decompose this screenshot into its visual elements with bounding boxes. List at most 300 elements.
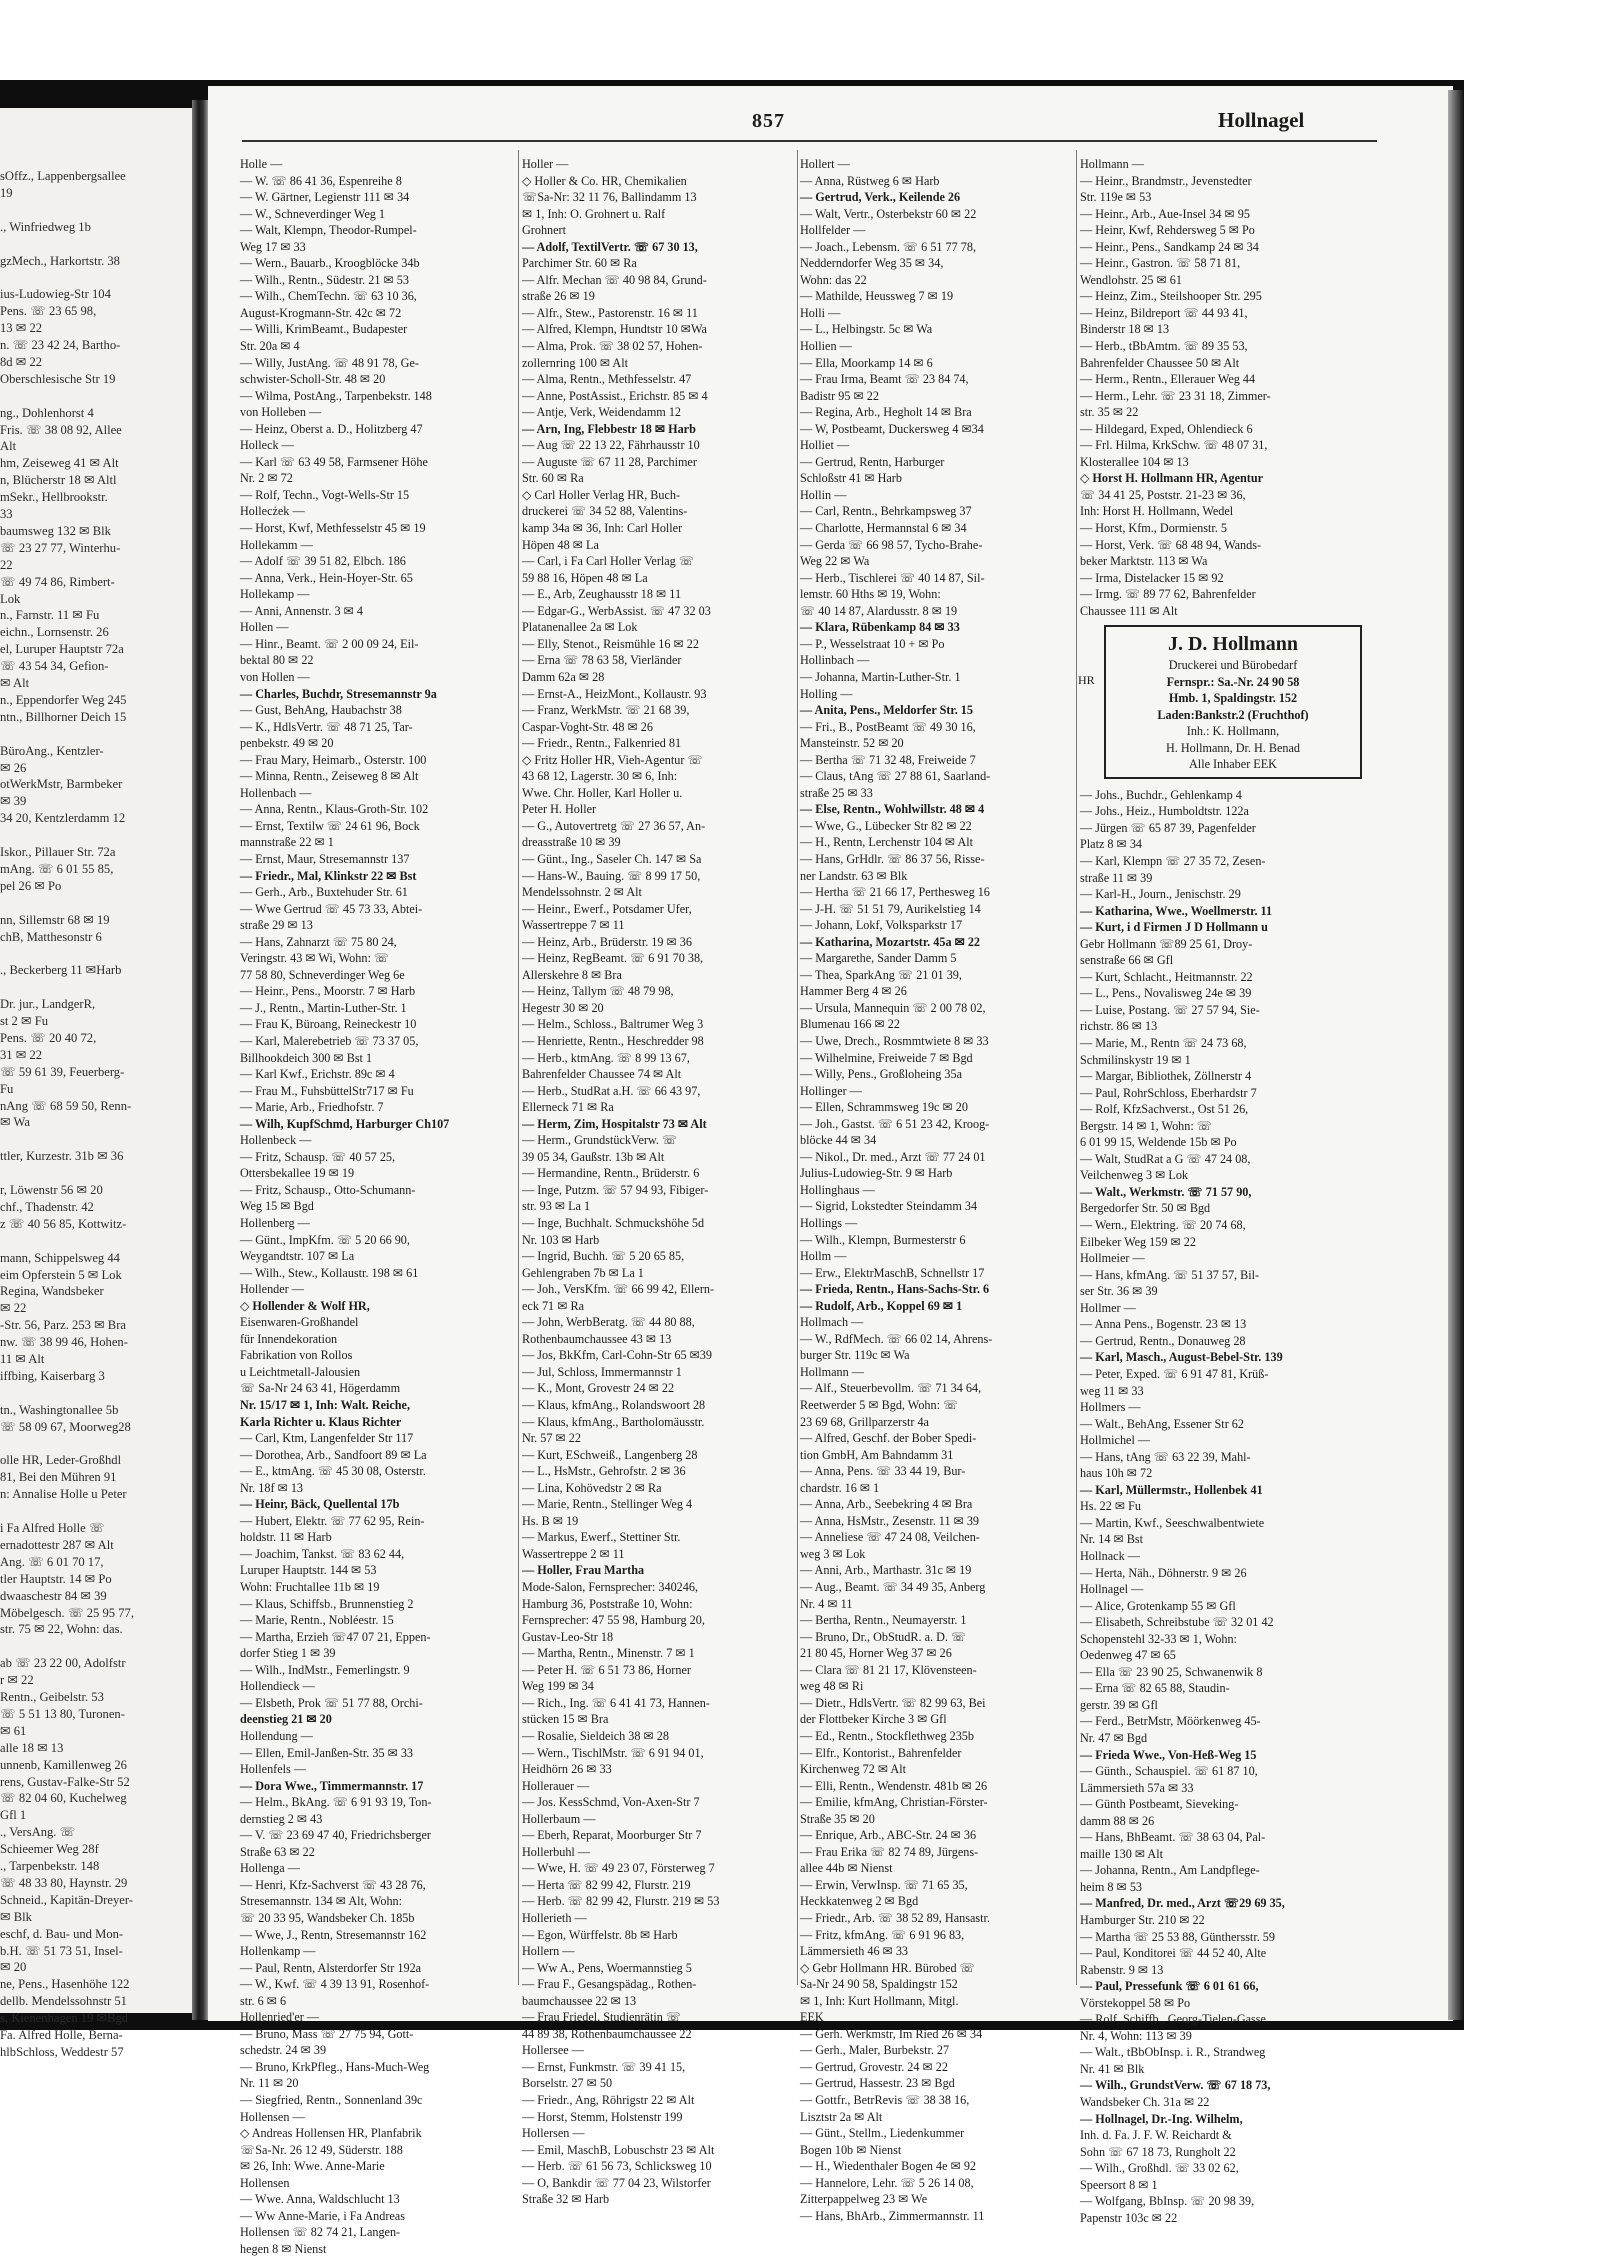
left-page-line: alle 18 ✉ 13 xyxy=(0,1740,64,1755)
left-page-line: ernadottestr 287 ✉ Alt xyxy=(0,1537,114,1552)
directory-entry-line: 21 80 45, Horner Weg 37 ✉ 26 xyxy=(800,1646,952,1661)
directory-entry-line: — Frau K, Büroang, Reineckestr 10 xyxy=(240,1017,417,1032)
directory-entry-line: — Frau Mary, Heimarb., Osterstr. 100 xyxy=(240,752,427,767)
directory-entry-line: — Sigrid, Lokstedter Steindamm 34 xyxy=(800,1199,978,1214)
directory-entry-line: — Katharina, Wwe., Woellmerstr. 11 xyxy=(1080,903,1273,918)
left-page-line xyxy=(0,726,188,743)
directory-entry-line: — Herm., GrundstückVerw. ☏ xyxy=(522,1133,678,1148)
left-page-line: ng., Dohlenhorst 4 xyxy=(0,405,94,420)
directory-entry-line: — Alma, Rentn., Methfesselstr. 47 xyxy=(522,372,692,387)
directory-entry-line: Hollenberg — xyxy=(240,1216,310,1230)
directory-entry-line: dernstieg 2 ✉ 43 xyxy=(240,1811,323,1826)
directory-entry-line: ✉ 1, Inh: O. Grohnert u. Ralf xyxy=(522,206,666,221)
directory-entry-line: — Helm., Schloss., Baltrumer Weg 3 xyxy=(522,1017,704,1032)
directory-entry-line: — Alfr., Stew., Pastorenstr. 16 ✉ 11 xyxy=(522,305,698,320)
ad-side-label: HR xyxy=(1078,673,1095,687)
directory-entry-line: — Wilh., IndMstr., Femerlingstr. 9 xyxy=(240,1662,410,1677)
directory-entry-line: Weg 17 ✉ 33 xyxy=(240,239,306,254)
directory-entry-line: eck 71 ✉ Ra xyxy=(522,1298,584,1313)
directory-entry-line: Hollensen ☏ 82 74 21, Langen- xyxy=(240,2225,401,2240)
ad-line: Druckerei und Bürobedarf xyxy=(1168,658,1298,673)
directory-entry-line: — Heinz, Oberst a. D., Holitzberg 47 xyxy=(240,421,423,436)
directory-entry-line: — Herb., Tischlerei ☏ 40 14 87, Sil- xyxy=(800,570,985,585)
directory-entry-line: — Karl-H., Journ., Jenischstr. 29 xyxy=(1080,887,1241,902)
directory-entry-line: — V. ☏ 23 69 47 40, Friedrichsberger xyxy=(240,1828,431,1843)
directory-entry-line: straße 29 ✉ 13 xyxy=(240,918,313,933)
directory-entry-line: — K., Mont, Grovestr 24 ✉ 22 xyxy=(522,1381,675,1396)
left-page-line: ☏ 82 04 60, Kuchelweg xyxy=(0,1791,127,1806)
left-page-line: ne, Pens., Hasenhöhe 122 xyxy=(0,1977,130,1992)
directory-entry-line: Bahrenfelder Chaussee 74 ✉ Alt xyxy=(522,1067,682,1082)
ad-line: Alle Inhaber EEK xyxy=(1189,757,1277,772)
directory-entry-line: — Frieda, Rentn., Hans-Sachs-Str. 6 xyxy=(800,1282,990,1297)
directory-entry-line: — Wilh., ChemTechn. ☏ 63 10 36, xyxy=(240,289,417,304)
directory-entry-line: — Günt., ImpKfm. ☏ 5 20 66 90, xyxy=(240,1232,410,1247)
header-rule xyxy=(242,140,1377,142)
directory-entry-line: — Alf., Steuerbevollm. ☏ 71 34 64, xyxy=(800,1381,982,1396)
directory-entry-line: ner Landstr. 63 ✉ Blk xyxy=(800,868,908,883)
directory-entry-line: — Markus, Ewerf., Stettiner Str. xyxy=(522,1530,681,1545)
left-page-line: ., Tarpenbekstr. 148 xyxy=(0,1859,100,1873)
directory-entry-line: Hollmichel — xyxy=(1080,1433,1151,1448)
left-page-line: Pens. ☏ 20 40 72, xyxy=(0,1030,97,1045)
directory-entry-line: Schloßstr 41 ✉ Harb xyxy=(800,471,902,486)
left-page-line: hlbSchloss, Weddestr 57 xyxy=(0,2044,124,2059)
left-page-line: ✉ 39 xyxy=(0,794,27,809)
directory-entry-line: — Erw., ElektrMaschB, Schnellstr 17 xyxy=(800,1265,985,1280)
directory-entry-line: Hollern — xyxy=(522,1944,575,1959)
left-page-line: ., Winfriedweg 1b xyxy=(0,219,91,234)
directory-entry-line: der Flottbeker Kirche 3 ✉ Gfl xyxy=(800,1712,947,1727)
directory-entry-line: — Anni, Arb., Marthastr. 31c ✉ 19 xyxy=(800,1563,972,1578)
directory-entry-line: — Fri., B., PostBeamt ☏ 49 30 16, xyxy=(800,719,976,734)
directory-entry-line: — Friedr., Rentn., Falkenried 81 xyxy=(522,736,682,751)
left-page-line: str. 75 ✉ 22, Wohn: das. xyxy=(0,1622,123,1637)
left-page-line: ☏ 48 33 80, Haynstr. 29 xyxy=(0,1875,128,1890)
directory-entry-line: — Günth., Schauspiel. ☏ 61 87 10, xyxy=(1080,1764,1258,1779)
directory-entry-line: Sa-Nr 24 90 58, Spaldingstr 152 xyxy=(800,1977,958,1992)
directory-entry-line: — Gertrud, Rentn, Harburger xyxy=(800,454,945,469)
directory-entry-line: — Heinr., Arb., Aue-Insel 34 ✉ 95 xyxy=(1080,206,1250,221)
directory-entry-line: — Margarethe, Sander Damm 5 xyxy=(800,951,957,966)
left-page-line: ☏ 23 27 77, Winterhu- xyxy=(0,540,121,555)
directory-entry-line: Hollerbuhl — xyxy=(522,1844,591,1859)
directory-entry-line: — Irma, Distelacker 15 ✉ 92 xyxy=(1080,570,1224,585)
directory-entry-line: — Klaus, kfmAng., Rolandswoort 28 xyxy=(522,1398,706,1413)
directory-entry-line: — Ella, Moorkamp 14 ✉ 6 xyxy=(800,355,933,370)
directory-entry-line: weg 11 ✉ 33 xyxy=(1080,1383,1144,1398)
directory-entry-line: — Elly, Stenot., Reismühle 16 ✉ 22 xyxy=(522,636,699,651)
directory-entry-line: Bergedorfer Str. 50 ✉ Bgd xyxy=(1080,1201,1211,1216)
directory-entry-line: Bergstr. 14 ✉ 1, Wohn: ☏ xyxy=(1080,1118,1213,1133)
directory-entry-line: — Carl, i Fa Carl Holler Verlag ☏ xyxy=(522,554,695,569)
directory-entry-line: Parchimer Str. 60 ✉ Ra xyxy=(522,256,637,271)
directory-entry-line: — Herb. ☏ 82 99 42, Flurstr. 219 ✉ 53 xyxy=(522,1894,720,1909)
directory-entry-line: — Ww A., Pens, Woermannstieg 5 xyxy=(522,1960,692,1975)
directory-entry-line: — Horst, Kwf, Methfesselstr 45 ✉ 19 xyxy=(240,521,426,536)
directory-entry-line: Nr. 14 ✉ Bst xyxy=(1080,1532,1144,1547)
directory-entry-line: — Johs., Heiz., Humboldtstr. 122a xyxy=(1080,804,1249,819)
directory-entry-line: Hollin — xyxy=(800,487,847,502)
directory-entry-line: Wassertreppe 2 ✉ 11 xyxy=(522,1546,625,1561)
left-page-line: chB, Matthesonstr 6 xyxy=(0,929,102,944)
left-page-line: b.H. ☏ 51 73 51, Insel- xyxy=(0,1943,123,1958)
directory-entry-line: ◇ Fritz Holler HR, Vieh-Agentur ☏ xyxy=(522,752,703,767)
directory-entry-line: — J., Rentn., Martin-Luther-Str. 1 xyxy=(240,1000,407,1015)
directory-entry-line: — Ernst, Funkmstr. ☏ 39 41 15, xyxy=(522,2059,686,2074)
directory-entry-line: Hollmer — xyxy=(1080,1300,1136,1315)
directory-entry-line: Hollmach — xyxy=(800,1315,864,1330)
left-page-line: st 2 ✉ Fu xyxy=(0,1014,48,1028)
directory-entry-line: 77 58 80, Schneverdinger Weg 6e xyxy=(240,967,405,982)
left-page-line: 11 ✉ Alt xyxy=(0,1352,45,1366)
column-divider xyxy=(518,150,519,1985)
directory-entry-line: — Ursula, Mannequin ☏ 2 00 78 02, xyxy=(800,1000,986,1015)
left-page-line: Schneid., Kapitän-Dreyer- xyxy=(0,1892,133,1907)
directory-entry-line: schwister-Scholl-Str. 48 ✉ 20 xyxy=(240,372,386,387)
directory-entry-line: — Karl, Müllermstr., Hollenbek 41 xyxy=(1080,1482,1263,1497)
directory-entry-line: maille 130 ✉ Alt xyxy=(1080,1846,1163,1861)
directory-entry-line: — Walt, Klempn, Theodor-Rumpel- xyxy=(240,223,417,238)
directory-entry-line: hegen 8 ✉ Nienst xyxy=(240,2241,327,2256)
directory-entry-line: — Ellen, Schrammsweg 19c ✉ 20 xyxy=(800,1100,968,1115)
left-page-line: mAng. ☏ 6 01 55 85, xyxy=(0,861,114,876)
directory-entry-line: — Willy, Pens., Großloheing 35a xyxy=(800,1067,962,1082)
directory-entry-line: — Anna, Pens. ☏ 33 44 19, Bur- xyxy=(800,1464,966,1479)
directory-entry-line: Höpen 48 ✉ La xyxy=(522,537,599,552)
directory-entry-line: Hollings — xyxy=(800,1216,858,1230)
directory-entry-line: blöcke 44 ✉ 34 xyxy=(800,1133,877,1148)
directory-entry-line: Schopenstehl 32-33 ✉ 1, Wohn: xyxy=(1080,1631,1237,1646)
left-page-line: Lok xyxy=(0,591,21,606)
directory-entry-line: ✉ 26, Inh: Wwe. Anne-Marie xyxy=(240,2159,385,2174)
directory-entry-line: — Carl, Ktm, Langenfelder Str 117 xyxy=(240,1431,414,1446)
directory-entry-line: burger Str. 119c ✉ Wa xyxy=(800,1348,910,1363)
directory-entry-line: — Herb., ktmAng. ☏ 8 99 13 67, xyxy=(522,1050,690,1065)
left-page-line: tn., Washingtonallee 5b xyxy=(0,1402,119,1417)
directory-entry-line: — Johanna, Rentn., Am Landpflege- xyxy=(1080,1863,1260,1878)
left-page-line: n., Eppendorfer Weg 245 xyxy=(0,692,127,707)
directory-entry-line: — Alfred, Klempn, Hundtstr 10 ✉Wa xyxy=(522,322,707,337)
advertisement-box xyxy=(1104,625,1362,779)
left-page-line: Ang. ☏ 6 01 70 17, xyxy=(0,1554,104,1569)
directory-entry-line: — Wwe Gertrud ☏ 45 73 33, Abtei- xyxy=(240,901,423,916)
directory-entry-line: — Henri, Kfz-Sachverst ☏ 43 28 76, xyxy=(240,1877,426,1892)
directory-entry-line: — Willy, JustAng. ☏ 48 91 78, Ge- xyxy=(240,355,419,370)
directory-entry-line: — Horst, Stemm, Holstenstr 199 xyxy=(522,2109,683,2124)
directory-entry-line: — Kurt, ESchweiß., Langenberg 28 xyxy=(522,1447,698,1462)
directory-entry-line: — Wilh., Großhdl. ☏ 33 02 62, xyxy=(1080,2161,1239,2176)
directory-entry-line: — Joach., Lebensm. ☏ 6 51 77 78, xyxy=(800,239,977,254)
left-page-line: n, Blücherstr 18 ✉ Altl xyxy=(0,473,117,488)
directory-entry-line: Zitterpappelweg 23 ✉ We xyxy=(800,2192,928,2207)
directory-entry-line: — Elfr., Kontorist., Bahrenfelder xyxy=(800,1745,962,1760)
directory-entry-line: — Arn, Ing, Flebbestr 18 ✉ Harb xyxy=(522,421,696,436)
directory-entry-line: str. 35 ✉ 22 xyxy=(1080,405,1139,420)
directory-entry-line: Hollerauer — xyxy=(522,1778,590,1793)
directory-entry-line: — Aug., Beamt. ☏ 34 49 35, Anberg xyxy=(800,1580,986,1595)
directory-entry-line: Holle — xyxy=(240,157,283,171)
directory-entry-line: — Günt., Ing., Saseler Ch. 147 ✉ Sa xyxy=(522,851,702,866)
left-page-line: s, Kienenhagen 19 ✉Bgd xyxy=(0,2011,129,2026)
directory-entry-line: — Wern., Elektring. ☏ 20 74 68, xyxy=(1080,1218,1246,1233)
directory-entry-line: kamp 34a ✉ 36, Inh: Carl Holler xyxy=(522,521,683,536)
directory-entry-line: — Manfred, Dr. med., Arzt ☏29 69 35, xyxy=(1080,1896,1285,1911)
directory-entry-line: Hollien — xyxy=(800,339,852,354)
directory-entry-line: ◇ Holler & Co. HR, Chemikalien xyxy=(522,173,687,188)
left-page-line: BüroAng., Kentzler- xyxy=(0,743,104,758)
left-page-line xyxy=(0,1165,188,1182)
directory-column-1 xyxy=(240,156,515,2256)
left-page-line: tler Hauptstr. 14 ✉ Po xyxy=(0,1571,112,1586)
directory-entry-line: — E., Arb, Zeughausstr 18 ✉ 11 xyxy=(522,587,682,602)
directory-entry-line: — W., Kwf. ☏ 4 39 13 91, Rosenhof- xyxy=(240,1977,430,1992)
directory-entry-line: Hollinger — xyxy=(800,1083,862,1098)
directory-entry-line: — Gertrud, Hassestr. 23 ✉ Bgd xyxy=(800,2076,955,2091)
left-page-line: Dr. jur., LandgerR, xyxy=(0,997,96,1012)
left-page-fragment xyxy=(0,108,192,2059)
left-page-line xyxy=(0,827,188,844)
left-page-line: ., Beckerberg 11 ✉Harb xyxy=(0,963,122,978)
directory-entry-line: — Herb., tBbAmtm. ☏ 89 35 53, xyxy=(1080,339,1248,354)
left-page-line: Schieemer Weg 28f xyxy=(0,1842,99,1857)
directory-entry-line: — Marie, M., Rentn ☏ 24 73 68, xyxy=(1080,1036,1247,1051)
directory-entry-line: von Hollen — xyxy=(240,669,310,684)
left-page-line: ab ☏ 23 22 00, Adolfstr xyxy=(0,1656,126,1671)
directory-entry-line: — Walt., tBbObInsp. i. R., Strandweg xyxy=(1080,2045,1266,2060)
directory-entry-line: schedstr. 24 ✉ 39 xyxy=(240,2043,327,2058)
directory-entry-line: — Klaus, Schiffsb., Brunnenstieg 2 xyxy=(240,1596,414,1611)
directory-entry-line: — Horst, Verk. ☏ 68 48 94, Wands- xyxy=(1080,537,1262,552)
left-page-line: Oberschlesische Str 19 xyxy=(0,371,116,386)
left-page-line: 34 20, Kentzlerdamm 12 xyxy=(0,811,126,826)
directory-entry-line: — Fritz, kfmAng. ☏ 6 91 96 83, xyxy=(800,1927,965,1942)
directory-entry-line: ◇ Carl Holler Verlag HR, Buch- xyxy=(522,487,681,502)
directory-entry-line: — Gertrud, Verk., Keilende 26 xyxy=(800,190,961,205)
directory-entry-line: penbekstr. 49 ✉ 20 xyxy=(240,736,334,751)
directory-entry-line: — Rich., Ing. ☏ 6 41 41 73, Hannen- xyxy=(522,1695,710,1710)
directory-entry-line: — Friedr., Mal, Klinkstr 22 ✉ Bst xyxy=(240,868,417,883)
directory-entry-line: — Rolf, Techn., Vogt-Wells-Str 15 xyxy=(240,487,410,502)
left-page-line: nw. ☏ 38 99 46, Hohen- xyxy=(0,1335,128,1350)
directory-entry-line: Chaussee 111 ✉ Alt xyxy=(1080,603,1178,618)
left-page-line: ☏ 49 74 86, Rimbert- xyxy=(0,574,115,589)
directory-entry-line: — Ernst, Maur, Stresemannstr 137 xyxy=(240,851,410,866)
directory-entry-line: — Peter H. ☏ 6 51 73 86, Horner xyxy=(522,1662,691,1677)
directory-entry-line: — W. ☏ 86 41 36, Espenreihe 8 xyxy=(240,173,402,188)
directory-entry-line: Nr. 57 ✉ 22 xyxy=(522,1431,581,1446)
directory-entry-line: — Karl ☏ 63 49 58, Farmsener Höhe xyxy=(240,454,428,469)
left-page-line: ☏ 59 61 39, Feuerberg- xyxy=(0,1064,125,1079)
directory-entry-line: Gebr Hollmann ☏89 25 61, Droy- xyxy=(1080,936,1253,951)
directory-entry-line: — Hannelore, Lehr. ☏ 5 26 14 08, xyxy=(800,2175,974,2190)
directory-entry-line: — Martha, Rentn., Minenstr. 7 ✉ 1 xyxy=(522,1646,695,1661)
left-page-line: ttler, Kurzestr. 31b ✉ 36 xyxy=(0,1149,124,1164)
directory-entry-line: str. 93 ✉ La 1 xyxy=(522,1199,591,1214)
left-page-line: eichn., Lornsenstr. 26 xyxy=(0,625,109,640)
directory-entry-line: Ottersbekallee 19 ✉ 19 xyxy=(240,1166,355,1181)
directory-entry-line: 6 01 99 15, Weldende 15b ✉ Po xyxy=(1080,1135,1237,1150)
directory-entry-line: — Herm., Rentn., Ellerauer Weg 44 xyxy=(1080,372,1256,387)
left-page-line: nAng ☏ 68 59 50, Renn- xyxy=(0,1098,132,1113)
directory-entry-line: Platanenallee 2a ✉ Lok xyxy=(522,620,638,635)
directory-entry-line: Hamburg 36, Poststraße 10, Wohn: xyxy=(522,1596,693,1611)
directory-entry-line: — Adolf ☏ 39 51 82, Elbch. 186 xyxy=(240,554,406,569)
left-page-line: eim Opferstein 5 ✉ Lok xyxy=(0,1267,122,1282)
directory-entry-line: Straße 32 ✉ Harb xyxy=(522,2192,610,2207)
directory-entry-line: — Karl, Malerebetrieb ☏ 73 37 05, xyxy=(240,1033,419,1048)
directory-entry-line: Reetwerder 5 ✉ Bgd, Wohn: ☏ xyxy=(800,1398,959,1413)
directory-entry-line: Hamburger Str. 210 ✉ 22 xyxy=(1080,1913,1205,1927)
directory-entry-line: — Walt., BehAng, Essener Str 62 xyxy=(1080,1416,1244,1431)
directory-entry-line: — W., RdfMech. ☏ 66 02 14, Ahrens- xyxy=(800,1331,993,1346)
directory-entry-line: — Elisabeth, Schreibstube ☏ 32 01 42 xyxy=(1080,1615,1274,1630)
directory-entry-line: Caspar-Voght-Str. 48 ✉ 26 xyxy=(522,719,653,734)
directory-entry-line: — Herta ☏ 82 99 42, Flurstr. 219 xyxy=(522,1877,691,1892)
directory-entry-line: dreasstraße 10 ✉ 39 xyxy=(522,835,621,850)
directory-entry-line: von Holleben — xyxy=(240,405,322,420)
ad-title: J. D. Hollmann xyxy=(1167,633,1299,656)
directory-entry-line: Hollekamm — xyxy=(240,537,313,552)
left-page-line: ✉ Alt xyxy=(0,676,30,690)
left-page-line: 31 ✉ 22 xyxy=(0,1047,43,1062)
directory-entry-line: Hollensen xyxy=(240,2175,290,2190)
left-page-line: ius-Ludowieg-Str 104 xyxy=(0,287,111,302)
directory-entry-line: Hollenkamp — xyxy=(240,1944,316,1959)
directory-entry-line: — Charlotte, Hermannstal 6 ✉ 34 xyxy=(800,521,967,536)
directory-entry-line: — Joh., VersKfm. ☏ 66 99 42, Ellern- xyxy=(522,1282,715,1297)
directory-entry-line: ☏ 20 33 95, Wandsbeker Ch. 185b xyxy=(240,1910,415,1925)
directory-entry-line: 23 69 68, Grillparzerstr 4a xyxy=(800,1414,929,1429)
directory-entry-line: — Ernst-A., HeizMont., Kollaustr. 93 xyxy=(522,686,707,701)
directory-entry-line: — Irmg. ☏ 89 77 62, Bahrenfelder xyxy=(1080,587,1256,602)
directory-entry-line: Holliet — xyxy=(800,438,850,453)
directory-entry-line: — W., Schneverdinger Weg 1 xyxy=(240,206,386,221)
directory-entry-line: Str. 119e ✉ 53 xyxy=(1080,190,1152,205)
directory-entry-line: — Fritz, Schausp. ☏ 40 57 25, xyxy=(240,1149,396,1164)
directory-entry-line: — Heinr., Gastron. ☏ 58 71 81, xyxy=(1080,256,1241,271)
directory-entry-line: Hegestr 30 ✉ 20 xyxy=(522,1000,604,1015)
directory-entry-line: — Minna, Rentn., Zeiseweg 8 ✉ Alt xyxy=(240,769,419,784)
left-page-line: 33 xyxy=(0,507,13,521)
directory-entry-line: — Frau Erika ☏ 82 74 89, Jürgens- xyxy=(800,1844,979,1859)
directory-entry-line: — Hildegard, Exped, Ohlendieck 6 xyxy=(1080,421,1253,436)
directory-entry-line: — Klara, Rübenkamp 84 ✉ 33 xyxy=(800,620,960,635)
directory-entry-line: Hollm — xyxy=(800,1249,847,1264)
directory-entry-line: — Hans, kfmAng. ☏ 51 37 57, Bil- xyxy=(1080,1267,1260,1282)
directory-entry-line: — J-H. ☏ 51 51 79, Aurikelstieg 14 xyxy=(800,901,981,916)
directory-entry-line: — Jos. KessSchmd, Von-Axen-Str 7 xyxy=(522,1795,700,1810)
left-page-line: mann, Schippelsweg 44 xyxy=(0,1250,120,1265)
directory-entry-line: — Hermandine, Rentn., Brüderstr. 6 xyxy=(522,1166,700,1181)
directory-entry-line: Nr. 41 ✉ Blk xyxy=(1080,2061,1145,2076)
directory-entry-line: richstr. 86 ✉ 13 xyxy=(1080,1019,1158,1034)
directory-entry-line: — Kurt, i d Firmen J D Hollmann u xyxy=(1080,920,1268,935)
directory-entry-line: — Gertrud, Grovestr. 24 ✉ 22 xyxy=(800,2059,948,2074)
directory-entry-line: druckerei ☏ 34 52 88, Valentins- xyxy=(522,504,688,519)
directory-entry-line: Hollendung — xyxy=(240,1728,313,1743)
directory-entry-line: — Heinz, RegBeamt. ☏ 6 91 70 38, xyxy=(522,951,704,966)
directory-entry-line: — L., Pens., Novalisweg 24e ✉ 39 xyxy=(1080,986,1252,1001)
directory-entry-line: — Wilh., GrundstVerw. ☏ 67 18 73, xyxy=(1080,2078,1271,2093)
left-page-line: Gfl 1 xyxy=(0,1808,27,1823)
left-page-line xyxy=(0,269,188,286)
directory-entry-line: — Paul, Pressefunk ☏ 6 01 61 66, xyxy=(1080,1979,1259,1994)
left-page-line: 19 xyxy=(0,185,13,200)
directory-entry-line: — Wolfgang, BbInsp. ☏ 20 98 39, xyxy=(1080,2194,1255,2209)
left-page-line: sOffz., Lappenbergsallee xyxy=(0,169,126,183)
directory-entry-line: — Anneliese ☏ 47 24 08, Veilchen- xyxy=(800,1530,980,1545)
left-page-line: n: Annalise Holle u Peter xyxy=(0,1487,127,1502)
left-page-line: otWerkMstr, Barmbeker xyxy=(0,777,123,792)
directory-entry-line: — Herta, Näh., Döhnerstr. 9 ✉ 26 xyxy=(1080,1565,1247,1580)
directory-entry-line: Mendelssohnstr. 2 ✉ Alt xyxy=(522,885,642,900)
directory-entry-line: Hollen — xyxy=(240,620,289,635)
directory-entry-line: Sohn ☏ 67 18 73, Rungholt 22 xyxy=(1080,2144,1236,2159)
left-page-line xyxy=(0,236,188,253)
directory-entry-line: — Gerda ☏ 66 98 57, Tycho-Brahe- xyxy=(800,537,983,552)
directory-entry-line: gerstr. 39 ✉ Gfl xyxy=(1080,1697,1158,1712)
directory-entry-line: — Wilhelmine, Freiweide 7 ✉ Bgd xyxy=(800,1050,973,1065)
directory-entry-line: — Herb. ☏ 61 56 73, Schlicksweg 10 xyxy=(522,2159,712,2174)
directory-entry-line: 59 88 16, Höpen 48 ✉ La xyxy=(522,570,648,585)
directory-entry-line: — Inge, Buchhalt. Schmuckshöhe 5d xyxy=(522,1216,705,1230)
directory-entry-line: Eisenwaren-Großhandel xyxy=(240,1315,359,1330)
ad-line: Hmb. 1, Spaldingstr. 152 xyxy=(1168,691,1298,706)
directory-entry-line: — Alfred, Geschf. der Bober Spedi- xyxy=(800,1431,977,1446)
directory-entry-line: — Alma, Prok. ☏ 38 02 57, Hohen- xyxy=(522,339,703,354)
left-page-line: ✉ 20 xyxy=(0,1960,27,1975)
directory-entry-line: straße 26 ✉ 19 xyxy=(522,289,595,304)
directory-entry-line: Damm 62a ✉ 28 xyxy=(522,669,605,684)
directory-entry-line: 43 68 12, Lagerstr. 30 ✉ 6, Inh: xyxy=(522,769,678,784)
directory-entry-line: Inh: Horst H. Hollmann, Wedel xyxy=(1080,504,1234,519)
directory-entry-line: tion GmbH, Am Bahndamm 31 xyxy=(800,1447,954,1462)
directory-entry-line: Lämmersieth 57a ✉ 33 xyxy=(1080,1780,1194,1795)
left-page-line: Rentn., Geibelstr. 53 xyxy=(0,1690,104,1704)
directory-entry-line: — Wwe. Anna, Waldschlucht 13 xyxy=(240,2192,400,2207)
directory-entry-line: Hollmeier — xyxy=(1080,1251,1145,1266)
directory-entry-line: — Joachim, Tankst. ☏ 83 62 44, xyxy=(240,1546,405,1561)
directory-entry-line: beker Marktstr. 113 ✉ Wa xyxy=(1080,554,1208,569)
directory-entry-line: — Hinr., Beamt. ☏ 2 00 09 24, Eil- xyxy=(240,636,419,651)
directory-entry-line: — Wwe, J., Rentn, Stresemannstr 162 xyxy=(240,1927,427,1942)
directory-entry-line: — Anna, Rentn., Klaus-Groth-Str. 102 xyxy=(240,802,429,817)
directory-entry-line: Nedderndorfer Weg 35 ✉ 34, xyxy=(800,256,944,271)
directory-column-3 xyxy=(800,156,1070,2223)
directory-entry-line: — K., HdlsVertr. ☏ 48 71 25, Tar- xyxy=(240,719,413,734)
directory-entry-line: straße 25 ✉ 33 xyxy=(800,785,873,800)
left-page-line: chf., Thadenstr. 42 xyxy=(0,1199,94,1214)
directory-entry-line: — Nikol., Dr. med., Arzt ☏ 77 24 01 xyxy=(800,1149,986,1164)
directory-entry-line: — Herm., Lehr. ☏ 23 31 18, Zimmer- xyxy=(1080,388,1271,403)
directory-entry-line: — Heinz, Tallym ☏ 48 79 98, xyxy=(522,984,674,999)
directory-entry-line: — Jos, BkKfm, Carl-Cohn-Str 65 ✉39 xyxy=(522,1348,712,1363)
directory-entry-line: — Bertha ☏ 71 32 48, Freiweide 7 xyxy=(800,752,976,767)
directory-entry-line: — Paul, Konditorei ☏ 44 52 40, Alte xyxy=(1080,1946,1267,1961)
directory-entry-line: — Regina, Arb., Hegholt 14 ✉ Bra xyxy=(800,405,972,420)
directory-entry-line: Heidhörn 26 ✉ 33 xyxy=(522,1762,612,1777)
directory-entry-line: — Heinz, Arb., Brüderstr. 19 ✉ 36 xyxy=(522,934,692,949)
left-page-line: ., VersAng. ☏ xyxy=(0,1825,76,1840)
left-page-line xyxy=(0,202,188,219)
directory-entry-line: — Anna Pens., Bogenstr. 23 ✉ 13 xyxy=(1080,1317,1247,1332)
directory-entry-line: — Heinz, Zim., Steilshooper Str. 295 xyxy=(1080,289,1262,304)
directory-entry-line: — Hans, BhArb., Zimmermannstr. 11 xyxy=(800,2208,985,2223)
directory-entry-line: Hs. 22 ✉ Fu xyxy=(1080,1499,1142,1514)
directory-entry-line: ☏Sa-Nr: 32 11 76, Ballindamm 13 xyxy=(522,190,697,205)
directory-entry-line: — Gerh., Maler, Burbekstr. 27 xyxy=(800,2043,950,2058)
